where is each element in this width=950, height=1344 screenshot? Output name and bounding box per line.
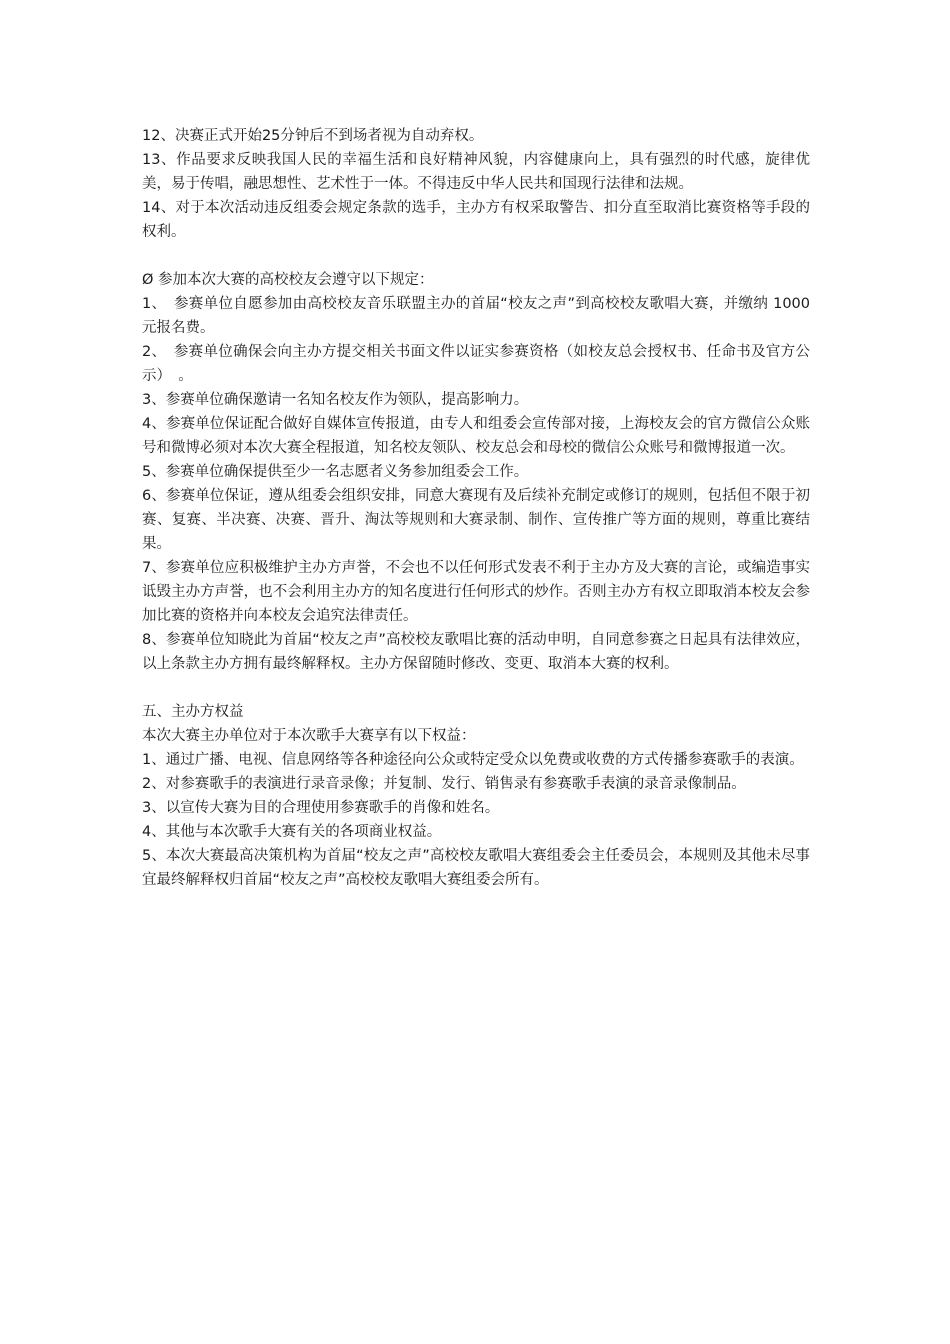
alumni-rule-2: 2、 参赛单位确保会向主办方提交相关书面文件以证实参赛资格（如校友总会授权书、任命书及官方公示） 。 [142,344,810,384]
alumni-rule-8: 8、参赛单位知晓此为首届“校友之声”高校校友歌唱比赛的活动申明，自同意参赛之日起具有法律效应，以上条款主办方拥有最终解释权。主办方保留随时修改、变更、取消本大赛的权利。 [142,632,810,672]
organizer-section-heading: 五、主办方权益 [142,704,244,720]
document-body [142,124,810,892]
alumni-rule-5: 5、参赛单位确保提供至少一名志愿者义务参加组委会工作。 [142,464,529,480]
organizer-right-5: 5、本次大赛最高决策机构为首届“校友之声”高校校友歌唱大赛组委会主任委员会，本规则及其他未尽事宜最终解释权归首届“校友之声”高校校友歌唱大赛组委会所有。 [142,848,810,888]
rule-14: 14、对于本次活动违反组委会规定条款的选手，主办方有权采取警告、扣分直至取消比赛资格等手段的权利。 [142,200,810,240]
blank-line [142,244,810,268]
organizer-right-3: 3、以宣传大赛为目的合理使用参赛歌手的肖像和姓名。 [142,800,500,816]
alumni-rule-6: 6、参赛单位保证，遵从组委会组织安排，同意大赛现有及后续补充制定或修订的规则，包括但不限于初赛、复赛、半决赛、决赛、晋升、淘汰等规则和大赛录制、制作、宣传推广等方面的规则，尊重比赛结果。 [142,488,810,552]
alumni-rule-7: 7、参赛单位应积极维护主办方声誉，不会也不以任何形式发表不利于主办方及大赛的言论，或编造事实诋毁主办方声誉，也不会利用主办方的知名度进行任何形式的炒作。否则主办方有权立即取消本校友会参加比赛的资格并向本校友会追究法律责任。 [142,560,810,624]
rule-13: 13、作品要求反映我国人民的幸福生活和良好精神风貌，内容健康向上，具有强烈的时代感，旋律优美，易于传唱，融思想性、艺术性于一体。不得违反中华人民共和国现行法律和法规。 [142,152,810,192]
organizer-section-intro: 本次大赛主办单位对于本次歌手大赛享有以下权益： [142,728,476,744]
organizer-right-2: 2、对参赛歌手的表演进行录音录像；并复制、发行、销售录有参赛歌手表演的录音录像制品。 [142,776,746,792]
alumni-rule-4: 4、参赛单位保证配合做好自媒体宣传报道，由专人和组委会宣传部对接，上海校友会的官方微信公众账号和微博必须对本次大赛全程报道，知名校友领队、校友总会和母校的微信公众账号和微博报道一次。 [142,416,810,456]
alumni-section-heading: Ø 参加本次大赛的高校校友会遵守以下规定： [142,272,434,288]
organizer-right-4: 4、其他与本次歌手大赛有关的各项商业权益。 [142,824,442,840]
alumni-rule-3: 3、参赛单位确保邀请一名知名校友作为领队，提高影响力。 [142,392,529,408]
alumni-rule-1: 1、 参赛单位自愿参加由高校校友音乐联盟主办的首届“校友之声”到高校校友歌唱大赛，并缴纳 1000 元报名费。 [142,296,810,336]
rule-12: 12、决赛正式开始25分钟后不到场者视为自动弃权。 [142,128,484,144]
organizer-right-1: 1、通过广播、电视、信息网络等各种途径向公众或特定受众以免费或收费的方式传播参赛歌手的表演。 [142,752,804,768]
blank-line [142,676,810,700]
